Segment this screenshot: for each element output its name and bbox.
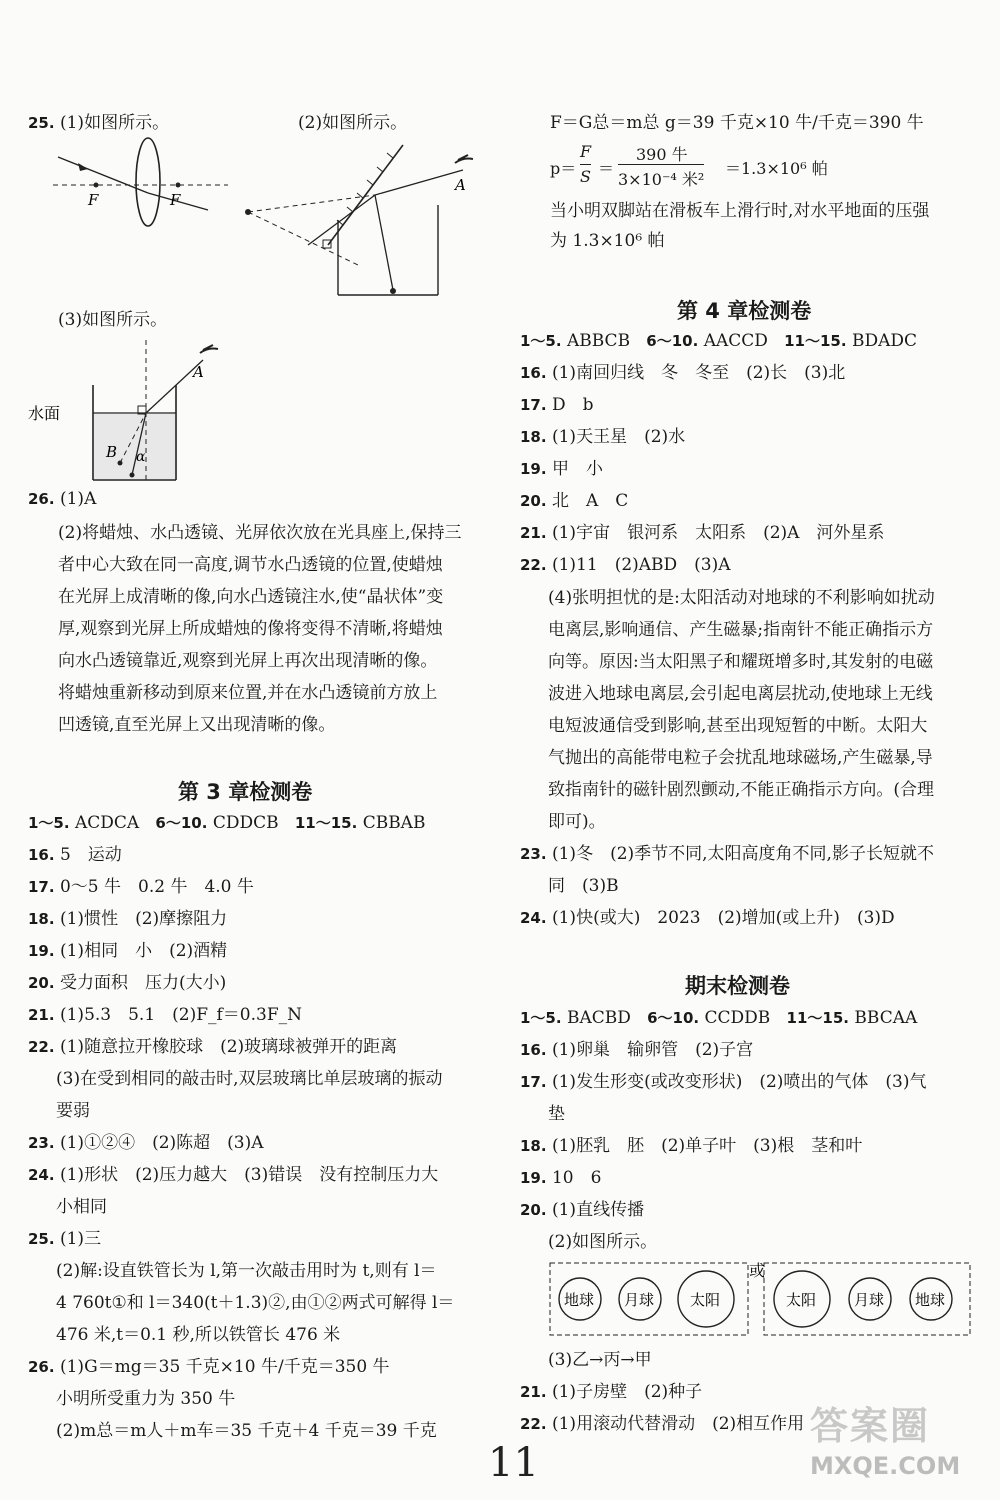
ch4-num-0: 1～5.: [520, 332, 562, 350]
ch4-text-15: 即可)。: [548, 812, 606, 832]
formula-eq: ＝: [598, 159, 615, 178]
ch4-text-7: (1)11 (2)ABD (3)A: [551, 555, 731, 575]
ch3-text-12: 小相同: [56, 1197, 107, 1217]
ch3-text-19: (2)m总＝m人＋m车＝35 千克＋4 千克＝39 千克: [56, 1421, 437, 1441]
ch3-text-2: 0～5 牛 0.2 牛 4.0 牛: [59, 877, 254, 897]
final-num-5: 19.: [520, 1169, 547, 1187]
ch4-text-4: 甲 小: [551, 459, 603, 479]
q25-part3: (3)如图所示。: [58, 310, 168, 330]
ch4-item-7: [520, 554, 731, 576]
pressure-line-1: 当小明双脚站在滑板车上滑行时,对水平地面的压强: [550, 201, 930, 221]
ch4-num-0c: 11～15.: [784, 332, 847, 350]
final-num-0c: 11～15.: [786, 1009, 849, 1027]
tank-label-a: A: [193, 363, 204, 381]
ch3-text-9: 要弱: [56, 1101, 90, 1121]
formula-result: ＝1.3×10⁶ 帕: [725, 159, 828, 178]
mirror-diagram: [233, 140, 473, 305]
ch3-num-0c: 11～15.: [294, 814, 358, 832]
ch3-item-2: [28, 876, 254, 898]
after-text-0: (3)乙→丙→甲: [548, 1350, 652, 1370]
ch3-text-3: (1)惯性 (2)摩擦阻力: [59, 909, 228, 929]
right-box-sun: 太阳: [786, 1291, 817, 1309]
q25-part1: (1)如图所示。: [59, 113, 170, 133]
left-box-sun: 太阳: [690, 1291, 721, 1309]
final-exam-title: 期末检测卷: [685, 974, 790, 998]
ch3-item-4: [28, 940, 227, 962]
tank-label-b: B: [106, 443, 118, 461]
ch4-text-5: 北 A C: [551, 491, 629, 511]
final-text-5: 10 6: [551, 1168, 602, 1188]
watermark-url: MXQE.COM: [810, 1452, 961, 1480]
q26-number: 26.: [28, 490, 55, 508]
ch3-item-17: [28, 1356, 390, 1378]
after-item-1: [520, 1381, 702, 1403]
final-text-2: (1)发生形变(或改变形状) (2)喷出的气体 (3)气: [551, 1072, 927, 1092]
ch4-num-0b: 6～10.: [646, 332, 699, 350]
left-box-earth: 地球: [564, 1291, 595, 1309]
focus-label-left: F: [88, 191, 99, 209]
chapter4-title: 第 4 章检测卷: [677, 299, 812, 323]
final-item-5: [520, 1167, 601, 1189]
q26-text-4: 厚,观察到光屏上所成蜡烛的像将变得不清晰,将蜡烛: [58, 619, 443, 639]
final-text-4: (1)胚乳 胚 (2)单子叶 (3)根 茎和叶: [551, 1136, 863, 1156]
ch4-item-3: [520, 426, 685, 448]
ch3-text-1: 5 运动: [59, 845, 122, 865]
final-item-6: [520, 1199, 644, 1221]
ch3-text-0b: CDDCB: [212, 813, 279, 833]
ch3-num-13: 25.: [28, 1230, 55, 1248]
q25-number: 25.: [28, 114, 55, 132]
formula-f: F: [580, 142, 592, 161]
ch3-text-6: (1)5.3 5.1 (2)F_f＝0.3F_N: [59, 1005, 303, 1025]
final-item-2: [520, 1071, 927, 1093]
ch3-text-0c: CBBAB: [362, 813, 426, 833]
ch3-text-15: 4 760t①和 l＝340(t＋1.3)②,由①②两式可解得 l＝: [56, 1293, 455, 1313]
ch3-text-7: (1)随意拉开橡胶球 (2)玻璃球被弹开的距离: [59, 1037, 398, 1057]
ch4-num-1: 16.: [520, 364, 547, 382]
q26-text-7: 凹透镜,直至光屏上又出现清晰的像。: [58, 715, 336, 735]
ch3-text-17: (1)G＝mg＝35 千克×10 牛/千克＝350 牛: [59, 1357, 390, 1377]
final-text-1: (1)卵巢 输卵管 (2)子宫: [551, 1040, 754, 1060]
ch4-text-11: 波进入地球电离层,会引起电离层扰动,使地球上无线: [548, 684, 933, 704]
watermark-logo: [810, 1395, 985, 1495]
final-text-0: BACBD: [566, 1008, 631, 1028]
final-num-1: 16.: [520, 1041, 547, 1059]
ch4-text-18: (1)快(或大) 2023 (2)增加(或上升) (3)D: [551, 908, 895, 928]
q25-header: [28, 112, 169, 134]
ch4-item-18: [520, 907, 895, 929]
q26-text-3: 在光屏上成清晰的像,向水凸透镜注水,使“晶状体”变: [58, 587, 444, 607]
ch3-text-13: (1)三: [59, 1229, 102, 1249]
ch4-text-16: (1)冬 (2)季节不同,太阳高度角不同,影子长短就不: [551, 844, 934, 864]
ch4-num-18: 24.: [520, 909, 547, 927]
final-item-0: [520, 1007, 917, 1029]
pressure-line-2: 为 1.3×10⁶ 帕: [550, 231, 665, 251]
tank-label-alpha: α: [136, 449, 146, 465]
ch4-text-0c: BDADC: [851, 331, 918, 351]
ch3-num-2: 17.: [28, 878, 55, 896]
final-text-0b: CCDDB: [704, 1008, 771, 1028]
final-num-0b: 6～10.: [647, 1009, 700, 1027]
ch4-text-9: 电离层,影响通信、产生磁暴;指南针不能正确指示方: [548, 620, 934, 640]
ch4-text-0: ABBCB: [566, 331, 631, 351]
ch4-text-0b: AACCD: [703, 331, 768, 351]
q25-part2: (2)如图所示。: [298, 113, 408, 133]
pressure-formula: [550, 142, 880, 192]
page-number: 11: [488, 1440, 539, 1486]
ch3-item-10: [28, 1132, 264, 1154]
after-num-1: 21.: [520, 1383, 547, 1401]
q26-text-5: 向水凸透镜靠近,观察到光屏上再次出现清晰的像。: [58, 651, 438, 671]
ch4-text-8: (4)张明担忧的是:太阳活动对地球的不利影响如扰动: [548, 588, 935, 608]
ch3-item-5: [28, 972, 226, 994]
ch3-num-7: 22.: [28, 1038, 55, 1056]
after-text-1: (1)子房壁 (2)种子: [551, 1382, 703, 1402]
ch3-num-0: 1～5.: [28, 814, 70, 832]
ch3-num-5: 20.: [28, 974, 55, 992]
ch4-num-16: 23.: [520, 845, 547, 863]
ch3-num-10: 23.: [28, 1134, 55, 1152]
final-item-4: [520, 1135, 862, 1157]
formula-p: p＝: [550, 159, 577, 178]
water-tank-diagram: [28, 335, 248, 485]
final-item-1: [520, 1039, 753, 1061]
ch3-item-1: [28, 844, 122, 866]
ch4-text-13: 气抛出的高能带电粒子会扰乱地球磁场,产生磁暴,导: [548, 748, 933, 768]
ch3-text-11: (1)形状 (2)压力越大 (3)错误 没有控制压力大: [59, 1165, 439, 1185]
ch4-text-6: (1)宇宙 银河系 太阳系 (2)A 河外星系: [551, 523, 885, 543]
q26-text-0: (1)A: [59, 489, 97, 509]
force-equation: F＝G总＝m总 g＝39 千克×10 牛/千克＝390 牛: [550, 113, 924, 133]
ch3-text-10: (1)①②④ (2)陈超 (3)A: [59, 1133, 264, 1153]
ch3-text-0: ACDCA: [74, 813, 140, 833]
ch4-item-0: [520, 330, 917, 352]
chapter3-title: 第 3 章检测卷: [178, 780, 313, 804]
ch3-text-8: (3)在受到相同的敲击时,双层玻璃比单层玻璃的振动: [56, 1069, 443, 1089]
ch4-item-2: [520, 394, 594, 416]
ch3-num-3: 18.: [28, 910, 55, 928]
sun-earth-moon-diagram: [548, 1258, 973, 1342]
ch4-text-3: (1)天王星 (2)水: [551, 427, 686, 447]
ch4-text-14: 致指南针的磁针剧烈颤动,不能正确指示方向。(合理: [548, 780, 935, 800]
ch4-item-5: [520, 490, 628, 512]
ch4-num-4: 19.: [520, 460, 547, 478]
ch3-item-0: [28, 812, 425, 834]
formula-s: S: [580, 164, 591, 186]
after-text-2: (1)用滚动代替滑动 (2)相互作用: [551, 1414, 805, 1434]
right-box-earth: 地球: [915, 1291, 946, 1309]
formula-numerator: 390 牛: [636, 145, 688, 164]
ch3-text-4: (1)相同 小 (2)酒精: [59, 941, 228, 961]
ch4-item-4: [520, 458, 603, 480]
after-item-2: [520, 1413, 804, 1435]
ch3-num-6: 21.: [28, 1006, 55, 1024]
eye-label-a: A: [455, 176, 466, 194]
ch4-text-17: 同 (3)B: [548, 876, 619, 896]
ch3-item-6: [28, 1004, 302, 1026]
watermark-logo-text: 答案圈: [810, 1404, 931, 1448]
final-text-3: 垫: [548, 1104, 565, 1124]
ch4-num-2: 17.: [520, 396, 547, 414]
ch3-item-7: [28, 1036, 397, 1058]
ch4-num-7: 22.: [520, 556, 547, 574]
ch4-item-1: [520, 362, 845, 384]
ch3-num-0b: 6～10.: [155, 814, 208, 832]
final-text-0c: BBCAA: [854, 1008, 918, 1028]
final-text-7: (2)如图所示。: [548, 1232, 658, 1252]
final-num-6: 20.: [520, 1201, 547, 1219]
ch4-text-2: D b: [551, 395, 594, 415]
ch3-text-5: 受力面积 压力(大小): [59, 973, 227, 993]
ch4-num-6: 21.: [520, 524, 547, 542]
focus-label-right: F: [170, 191, 181, 209]
ch3-text-14: (2)解:设直铁管长为 l,第一次敲击用时为 t,则有 l＝: [56, 1261, 437, 1281]
ch3-num-17: 26.: [28, 1358, 55, 1376]
ch4-text-1: (1)南回归线 冬 冬至 (2)长 (3)北: [551, 363, 846, 383]
or-label: 或: [749, 1261, 766, 1280]
ch3-text-16: 476 米,t＝0.1 秒,所以铁管长 476 米: [56, 1325, 341, 1345]
ch3-item-11: [28, 1164, 438, 1186]
final-text-6: (1)直线传播: [551, 1200, 645, 1220]
water-surface-label: 水面: [28, 404, 61, 423]
ch3-num-1: 16.: [28, 846, 55, 864]
ch4-item-6: [520, 522, 884, 544]
final-num-4: 18.: [520, 1137, 547, 1155]
ch3-item-3: [28, 908, 227, 930]
ch4-num-5: 20.: [520, 492, 547, 510]
final-num-2: 17.: [520, 1073, 547, 1091]
ch3-num-11: 24.: [28, 1166, 55, 1184]
right-box-moon: 月球: [854, 1291, 885, 1309]
q26-text-6: 将蜡烛重新移动到原来位置,并在水凸透镜前方放上: [58, 683, 438, 703]
q26-text-1: (2)将蜡烛、水凸透镜、光屏依次放在光具座上,保持三: [58, 523, 462, 543]
ch4-item-16: [520, 843, 934, 865]
ch3-item-13: [28, 1228, 101, 1250]
q26-text-2: 者中心大致在同一高度,调节水凸透镜的位置,使蜡烛: [58, 555, 443, 575]
ch4-text-10: 向等。原因:当太阳黑子和耀斑增多时,其发射的电磁: [548, 652, 934, 672]
ch4-num-3: 18.: [520, 428, 547, 446]
ch3-text-18: 小明所受重力为 350 牛: [56, 1389, 236, 1409]
final-num-0: 1～5.: [520, 1009, 562, 1027]
ch3-num-4: 19.: [28, 942, 55, 960]
left-box-moon: 月球: [624, 1291, 655, 1309]
formula-denominator: 3×10⁻⁴ 米²: [618, 164, 704, 190]
lens-diagram: [48, 135, 228, 235]
q26-line-0: [28, 488, 96, 510]
after-num-2: 22.: [520, 1415, 547, 1433]
ch4-text-12: 电短波通信受到影响,甚至出现短暂的中断。太阳大: [548, 716, 928, 736]
